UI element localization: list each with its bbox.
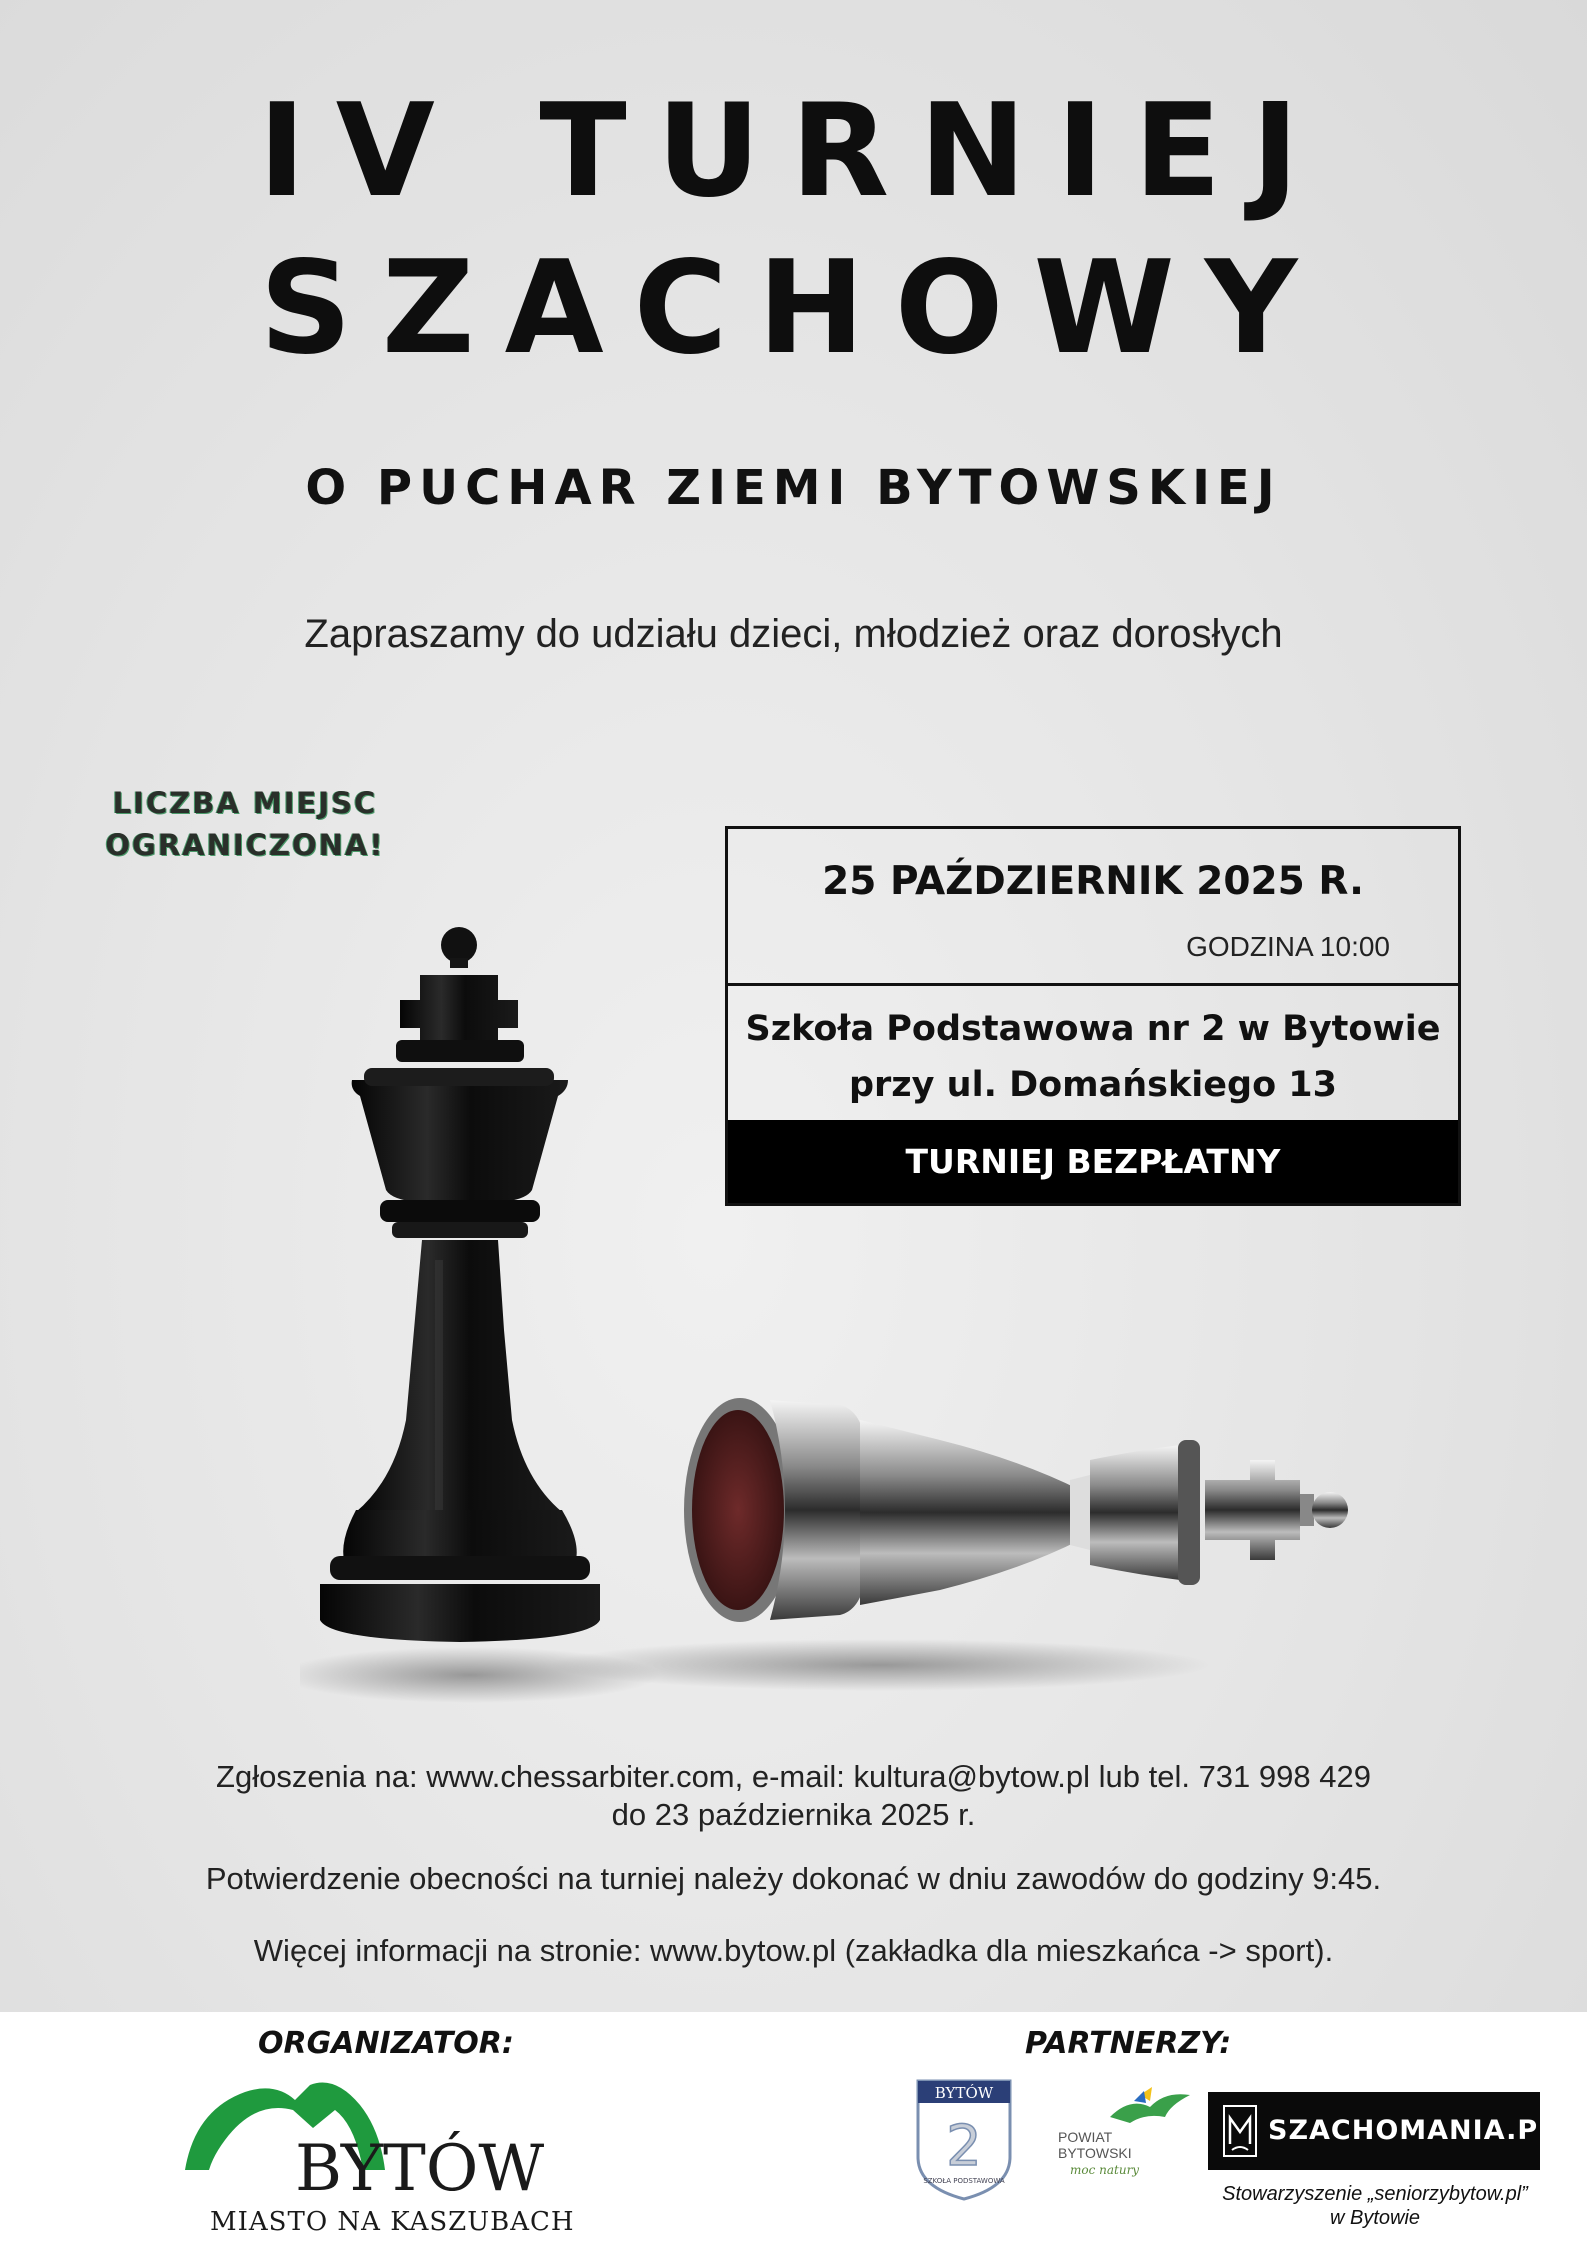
limited-line-1: LICZBA MIEJSC xyxy=(112,786,378,820)
free-tournament-banner: TURNIEJ BEZPŁATNY xyxy=(728,1120,1458,1203)
confirmation-info: Potwierdzenie obecności na turniej należy dokonać w dniu zawodów do godziny 9:45. xyxy=(205,1861,1382,1896)
school-shield-icon xyxy=(914,2077,1014,2201)
powiat-bytowski-logo xyxy=(1050,2087,1195,2187)
organizer-label: ORGANIZATOR: xyxy=(258,2026,514,2061)
association-name xyxy=(1185,2182,1565,2230)
organizer-name: BYTÓW xyxy=(295,2132,545,2206)
szachomania-text: SZACHOMANIA.PL xyxy=(1268,2115,1557,2146)
venue-line-2: przy ul. Domańskiego 13 xyxy=(848,1065,1338,1105)
school-logo-number: 2 xyxy=(946,2114,982,2179)
fallen-king-shadow xyxy=(550,1639,1210,1691)
title-line-2: SZACHOWY xyxy=(259,234,1328,383)
sponsors-strip xyxy=(0,2012,1587,2245)
partners-label: PARTNERZY: xyxy=(1025,2026,1232,2061)
school-logo-top: BYTÓW xyxy=(934,2084,994,2102)
title-line-1: IV TURNIEJ xyxy=(258,77,1329,226)
event-info-box xyxy=(725,826,1461,1206)
bird-icon xyxy=(1110,2087,1190,2129)
registration-line-1: Zgłoszenia na: www.chessarbiter.com, e-mail: kultura@bytow.pl lub tel. 731 998 429 xyxy=(216,1759,1371,1794)
organizer-tagline: MIASTO NA KASZUBACH xyxy=(210,2207,575,2237)
venue-line-1: Szkoła Podstawowa nr 2 w Bytowie xyxy=(745,1009,1441,1049)
event-venue xyxy=(728,1001,1458,1113)
black-king-icon xyxy=(320,927,600,1642)
more-info: Więcej informacji na stronie: www.bytow.pl (zakładka dla mieszkańca -> sport). xyxy=(253,1933,1334,1968)
event-time: GODZINA 10:00 xyxy=(1186,931,1390,962)
powiat-line-2: BYTOWSKI xyxy=(1058,2145,1132,2161)
limited-places-notice xyxy=(85,782,405,866)
association-line-1: Stowarzyszenie „seniorzybytow.pl” xyxy=(1222,2183,1528,2205)
association-line-2: w Bytowie xyxy=(1329,2207,1421,2229)
invitation-text: Zapraszamy do udziału dzieci, młodzież oraz dorosłych xyxy=(304,612,1283,656)
szachomania-logo xyxy=(1208,2092,1557,2170)
szachomania-mark-icon xyxy=(1222,2104,1258,2158)
registration-line-2: do 23 października 2025 r. xyxy=(611,1797,976,1832)
divider xyxy=(728,983,1458,986)
powiat-line-1: POWIAT xyxy=(1058,2129,1113,2145)
school-logo xyxy=(914,2077,1014,2201)
limited-line-2: OGRANICZONA! xyxy=(105,828,385,862)
event-date: 25 PAŹDZIERNIK 2025 R. xyxy=(822,859,1364,904)
fallen-silver-king-icon xyxy=(684,1398,1348,1622)
powiat-name xyxy=(1058,2129,1132,2161)
subtitle: O PUCHAR ZIEMI BYTOWSKIEJ xyxy=(305,460,1282,516)
school-logo-bottom: SZKOŁA PODSTAWOWA xyxy=(923,2177,1005,2185)
powiat-tagline: moc natury xyxy=(1070,2163,1140,2177)
registration-info xyxy=(0,1758,1587,1834)
